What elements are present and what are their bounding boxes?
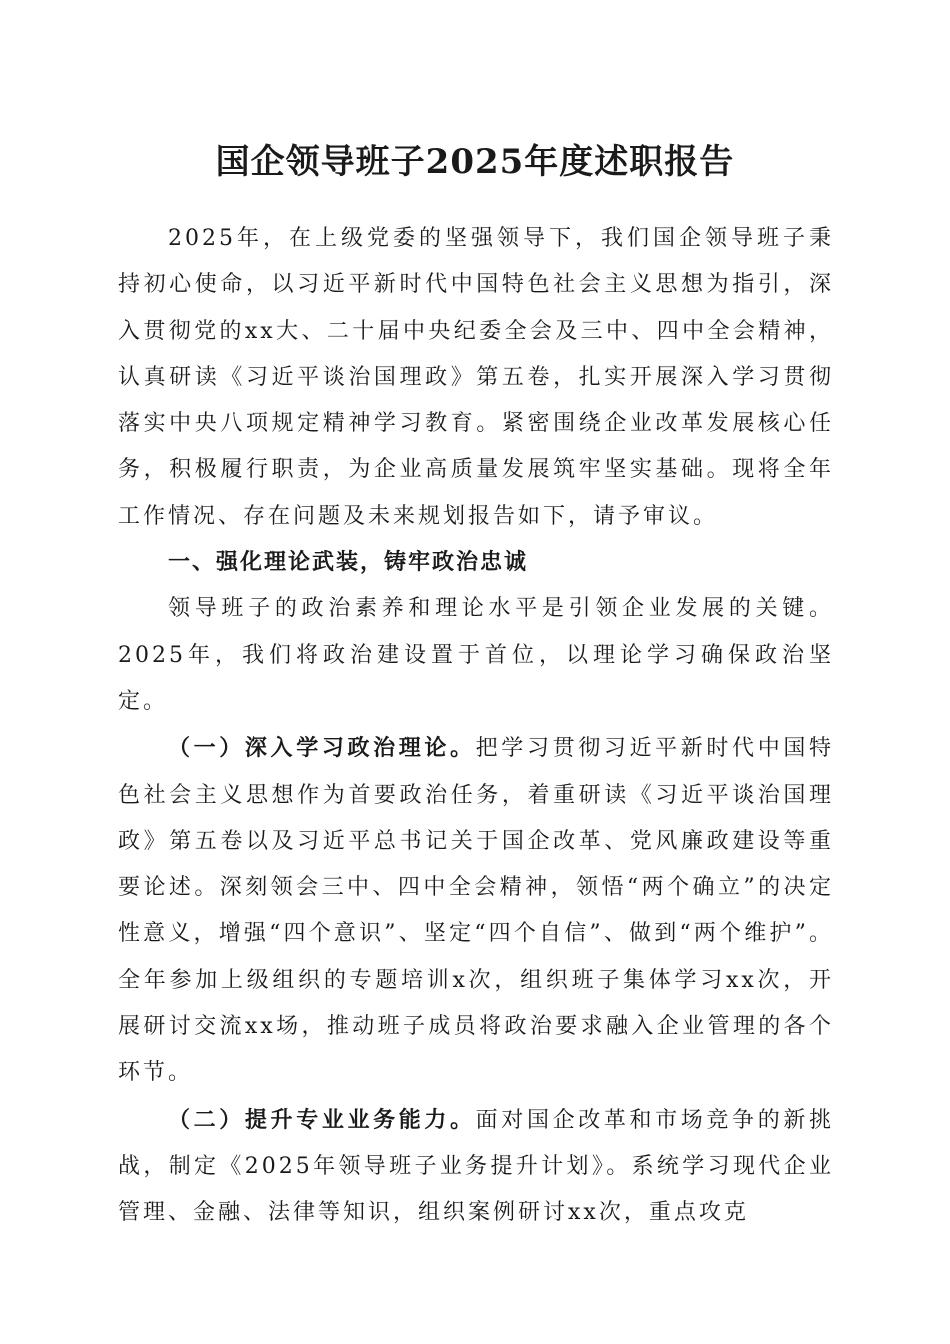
section-intro-paragraph: 领导班子的政治素养和理论水平是引领企业发展的关键。2025年，我们将政治建设置于首位，以理论学习确保政治坚定。 bbox=[118, 596, 834, 714]
item-text-2: 面对国企改革和市场竞争的新挑战，制定《2025年领导班子业务提升计划》。系统学习现代企业管理、金融、法律等知识，组织案例研讨xx次，重点攻克 bbox=[118, 1107, 834, 1226]
item-lead-2: （二）提升专业业务能力。 bbox=[168, 1106, 476, 1133]
item-paragraph-2 bbox=[118, 1097, 834, 1237]
document-body bbox=[118, 216, 834, 1237]
item-lead-1: （一）深入学习政治理论。 bbox=[168, 735, 476, 762]
item-paragraph-1 bbox=[118, 725, 834, 1096]
document-title: 国企领导班子2025年度述职报告 bbox=[215, 142, 735, 182]
section-heading: 一、强化理论武装，铸牢政治忠诚 bbox=[168, 550, 529, 576]
item-text-1: 把学习贯彻习近平新时代中国特色社会主义思想作为首要政治任务，着重研读《习近平谈治国理政》第五卷以及习近平总书记关于国企改革、党风廉政建设等重要论述。深刻领会三中、四中全会精神，领悟“两个确立”的决定性意义，增强“四个意识”、坚定“四个自信”、做到“两个维护”。全年参加上级组织的专题培训x次，组织班子集体学习xx次，开展研讨交流xx场，推动班子成员将政治要求融入企业管理的各个环节。 bbox=[118, 736, 834, 1086]
intro-paragraph: 2025年，在上级党委的坚强领导下，我们国企领导班子秉持初心使命，以习近平新时代中国特色社会主义思想为指引，深入贯彻党的xx大、二十届中央纪委全会及三中、四中全会精神，认真研读《习近平谈治国理政》第五卷，扎实开展深入学习贯彻落实中央八项规定精神学习教育。紧密围绕企业改革发展核心任务，积极履行职责，为企业高质量发展筑牢坚实基础。现将全年工作情况、存在问题及未来规划报告如下，请予审议。 bbox=[118, 226, 834, 529]
